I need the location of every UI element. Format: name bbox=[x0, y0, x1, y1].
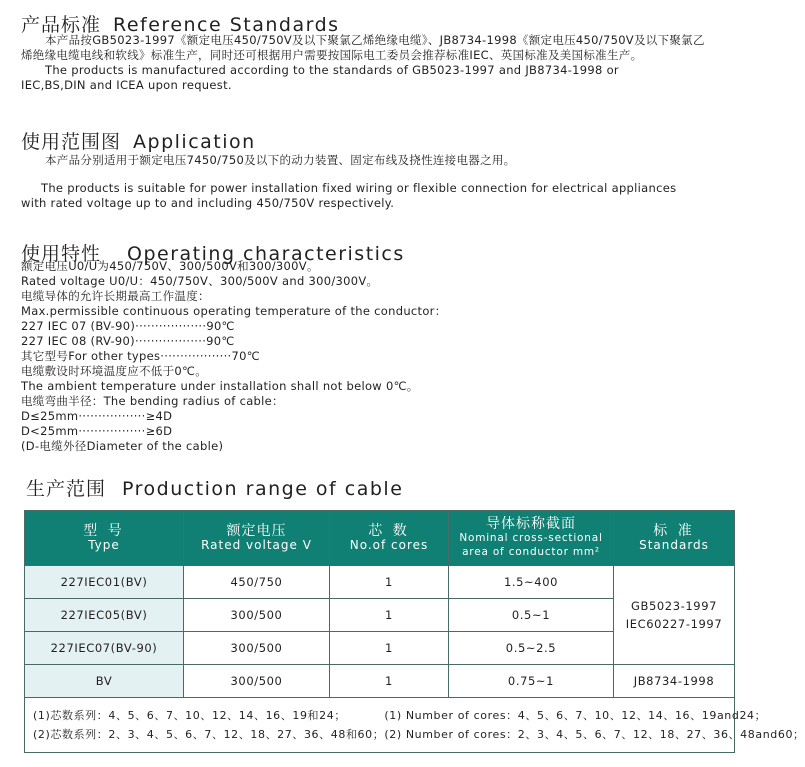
table-header-row bbox=[25, 511, 735, 566]
operating-line: D<25mm·················≥6D bbox=[21, 424, 173, 438]
application-zh-line: 本产品分别适用于额定电压7450/750及以下的动力装置、固定布线及挠性连接电器之用。 bbox=[45, 153, 516, 167]
cell-area: 1.5~400 bbox=[449, 566, 614, 599]
operating-line: 其它型号For other types··················70℃ bbox=[21, 349, 260, 363]
reference-text bbox=[21, 33, 736, 93]
cell-voltage: 300/500 bbox=[184, 632, 330, 665]
reference-zh-line: 烯绝缘电缆电线和软线》标准生产，同时还可根据用户需要按国际电工委员会推荐标准IEC、英国标准及美国标准生产。 bbox=[21, 48, 643, 62]
reference-en-line: IEC,BS,DIN and ICEA upon request. bbox=[21, 78, 232, 92]
reference-title-zh: 产品标准 bbox=[21, 14, 102, 36]
cell-voltage: 450/750 bbox=[184, 566, 330, 599]
note-line: (2)芯数系列：2、3、4、5、6、7、12、18、27、36、48和60； bbox=[33, 728, 385, 741]
application-en-line: with rated voltage up to and including 450/750V respectively. bbox=[21, 196, 395, 210]
cell-type: BV bbox=[25, 665, 184, 698]
cell-area: 0.5~1 bbox=[449, 599, 614, 632]
note-line: (1) Number of cores：4、5、6、7、10、12、14、16、19and24； bbox=[384, 709, 767, 722]
application-heading bbox=[21, 127, 256, 154]
standard-line: GB5023-1997 bbox=[630, 599, 718, 613]
note-line: (1)芯数系列：4、5、6、7、10、12、14、16、19和24； bbox=[33, 709, 346, 722]
production-title-zh: 生产范围 bbox=[26, 478, 107, 500]
operating-line: 227 IEC 08 (RV-90)··················90℃ bbox=[21, 334, 235, 348]
standard-line: IEC60227-1997 bbox=[625, 617, 723, 631]
reference-en-line: The products is manufactured according to the standards of GB5023-1997 and JB8734-1998 or bbox=[45, 63, 619, 77]
note-line: (2) Number of cores：2、3、4、5、6、7、12、18、27、36、48and60； bbox=[384, 728, 805, 741]
table-notes-row bbox=[25, 698, 735, 753]
operating-list bbox=[21, 259, 447, 454]
application-en-line: The products is suitable for power installation fixed wiring or flexible connection for electrical appliances bbox=[41, 181, 677, 195]
application-text bbox=[21, 153, 736, 211]
operating-line: 电缆敷设时环境温度应不低于0℃。 bbox=[21, 364, 208, 378]
operating-line: 电缆导体的允许长期最高工作温度： bbox=[21, 289, 210, 303]
cell-area: 0.5~2.5 bbox=[449, 632, 614, 665]
production-title-en: Production range of cable bbox=[122, 478, 404, 500]
cell-standard-group bbox=[614, 566, 735, 665]
cell-type: 227IEC05(BV) bbox=[25, 599, 184, 632]
production-heading bbox=[26, 474, 403, 501]
application-title-en: Application bbox=[133, 131, 256, 153]
notes-en bbox=[384, 706, 804, 744]
cell-type: 227IEC07(BV-90) bbox=[25, 632, 184, 665]
operating-line: 额定电压U0/U为450/750V、300/500V和300/300V。 bbox=[21, 259, 319, 273]
table-row bbox=[25, 566, 735, 599]
operating-line: (D-电缆外径Diameter of the cable) bbox=[21, 439, 224, 453]
operating-line: D≤25mm·················≥4D bbox=[21, 409, 173, 423]
reference-zh-line: 本产品按GB5023-1997《额定电压450/750V及以下聚氯乙烯绝缘电缆》、JB8734-1998《额定电压450/750V及以下聚氯乙 bbox=[45, 33, 705, 47]
cell-standard: JB8734-1998 bbox=[614, 665, 735, 698]
operating-line: Rated voltage U0/U：450/750V、300/500V and 300/300V。 bbox=[21, 274, 379, 288]
operating-line: Max.permissible continuous operating temperature of the conductor： bbox=[21, 304, 447, 318]
notes-zh bbox=[33, 706, 384, 744]
cell-cores: 1 bbox=[330, 566, 449, 599]
cell-voltage: 300/500 bbox=[184, 599, 330, 632]
operating-line: 电缆弯曲半径：The bending radius of cable： bbox=[21, 394, 284, 408]
table-row bbox=[25, 665, 735, 698]
operating-line: 227 IEC 07 (BV-90)··················90℃ bbox=[21, 319, 235, 333]
production-table bbox=[24, 510, 805, 753]
reference-title-en: Reference Standards bbox=[113, 14, 340, 36]
cell-cores: 1 bbox=[330, 632, 449, 665]
header-area: 导体标称截面 Nominal cross-sectional area of conductor mm² bbox=[449, 511, 614, 566]
cell-type: 227IEC01(BV) bbox=[25, 566, 184, 599]
cell-cores: 1 bbox=[330, 599, 449, 632]
operating-line: The ambient temperature under installation shall not below 0℃。 bbox=[21, 379, 419, 393]
cell-cores: 1 bbox=[330, 665, 449, 698]
header-cores: 芯 数 No.of cores bbox=[330, 511, 449, 566]
operating-title-zh: 使用特性 bbox=[21, 243, 102, 265]
cell-area: 0.75~1 bbox=[449, 665, 614, 698]
cell-notes bbox=[25, 698, 805, 753]
header-standards: 标 准 Standards bbox=[614, 511, 735, 566]
cell-voltage: 300/500 bbox=[184, 665, 330, 698]
header-voltage: 额定电压 Rated voltage V bbox=[184, 511, 330, 566]
application-title-zh: 使用范围图 bbox=[21, 131, 122, 153]
operating-title-en: Operating characteristics bbox=[127, 243, 405, 265]
header-type: 型 号 Type bbox=[25, 511, 184, 566]
